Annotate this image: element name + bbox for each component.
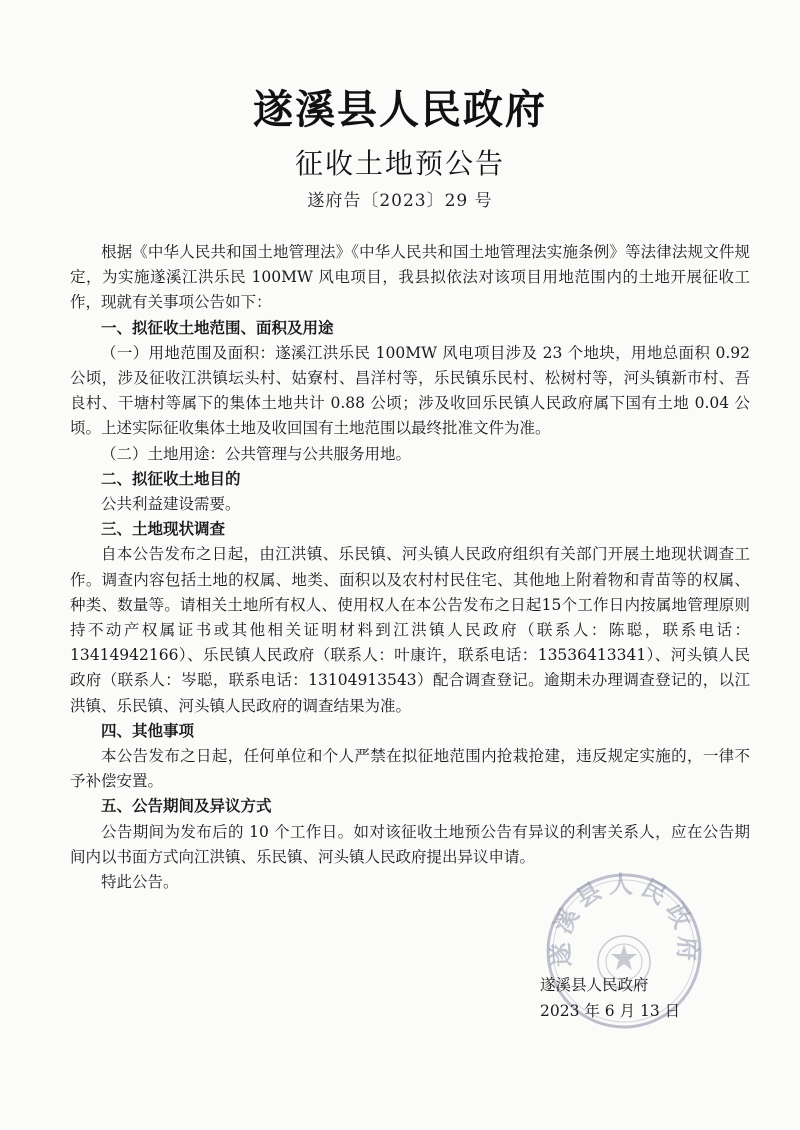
closing-line: 特此公告。 [101,873,179,892]
section-3-paragraph-1: 自本公告发布之日起，由江洪镇、乐民镇、河头镇人民政府组织有关部门开展土地现状调查工作。调查内容包括土地的权属、地类、面积以及农村村民住宅、其他地上附着物和青苗等的权属、种类、数量等。请相关土地所有权人、使用权人在本公告发布之日起15个工作日内按属地管理原则持不动产权属证书或其他相关证明材料到江洪镇人民政府（联系人：陈聪，联系电话：13414942166）、乐民镇人民政府（联系人：叶康许，联系电话：13536413341）、河头镇人民政府（联系人：岑聪，联系电话：13104913543）配合调查登记。逾期未办理调查登记的，以江洪镇、乐民镇、河头镇人民政府的调查结果为准。 [70,545,750,715]
intro-paragraph: 根据《中华人民共和国土地管理法》《中华人民共和国土地管理法实施条例》等法律法规文件规定，为实施遂溪江洪乐民 100MW 风电项目，我县拟依法对该项目用地范围内的土地开展征收工作，现就有关事项公告如下： [70,243,750,312]
section-heading-5: 五、公告期间及异议方式 [101,797,272,816]
signature-block [540,972,680,1024]
section-heading-1: 一、拟征收土地范围、面积及用途 [101,318,334,337]
section-4-paragraph-1: 本公告发布之日起，任何单位和个人严禁在拟征地范围内抢栽抢建，违反规定实施的，一律不予补偿安置。 [70,747,750,791]
section-heading-4: 四、其他事项 [101,721,195,740]
section-heading-3: 三、土地现状调查 [101,520,226,539]
section-5-paragraph-1: 公告期间为发布后的 10 个工作日。如对该征收土地预公告有异议的利害关系人，应在公告期间内以书面方式向江洪镇、乐民镇、河头镇人民政府提出异议申请。 [70,822,750,866]
seal-text: 遂溪县人民政府 [546,870,702,968]
section-1-paragraph-2: （二）土地用途：公共管理与公共服务用地。 [101,444,412,463]
signature-issuer: 遂溪县人民政府 [540,976,649,994]
document-number: 遂府告〔2023〕29 号 [307,191,493,211]
notice-body [70,240,750,895]
notice-title: 征收土地预公告 [294,147,505,180]
signature-date: 2023 年 6 月 13 日 [540,1002,681,1020]
section-1-paragraph-1: （一）用地范围及面积：遂溪江洪乐民 100MW 风电项目涉及 23 个地块，用地总面积 0.92 公顷，涉及征收江洪镇坛头村、姑寮村、昌洋村等，乐民镇乐民村、松树村等，河头镇新市村、吾良村、干塘村等属下的集体土地共计 0.88 公顷；涉及收回乐民镇人民政府属下国有土地 0.04 公顷。上述实际征收集体土地及收回国有土地范围以最终批准文件为准。 [70,343,750,438]
section-2-paragraph-1: 公共利益建设需要。 [101,495,241,514]
issuing-government-title: 遂溪县人民政府 [253,86,547,133]
section-heading-2: 二、拟征收土地目的 [101,469,241,488]
